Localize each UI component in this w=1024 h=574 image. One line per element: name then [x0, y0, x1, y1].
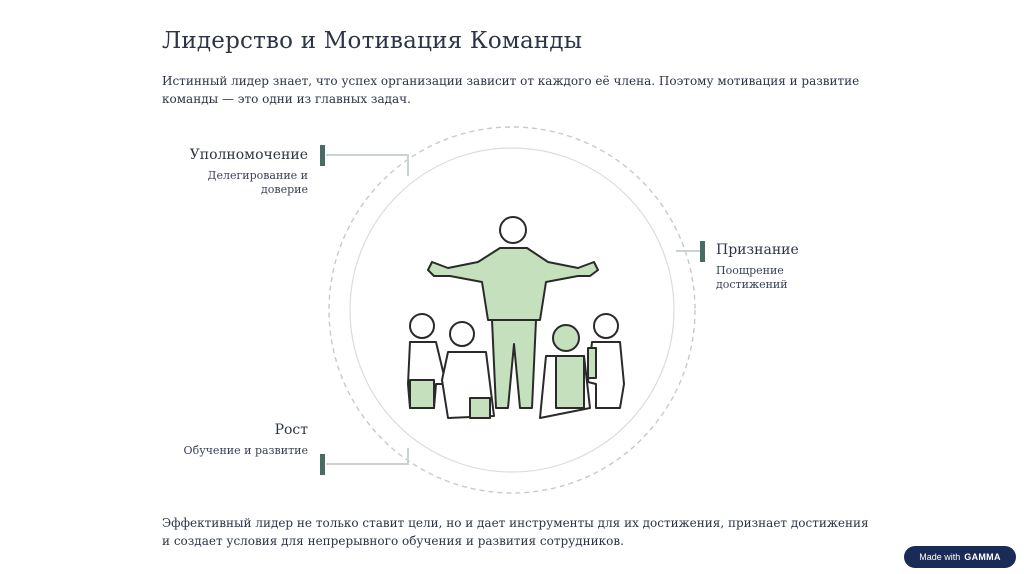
team-member-2-legs-icon — [470, 398, 490, 418]
recognition-title: Признание — [716, 242, 799, 258]
leader-legs-icon — [492, 320, 536, 408]
marker-growth — [320, 454, 325, 475]
connector-growth — [326, 448, 408, 464]
team-member-1-legs-icon — [410, 380, 434, 408]
leader-head-icon — [500, 217, 526, 243]
team-member-4-head-icon — [594, 314, 618, 338]
growth-subtitle: Обучение и развитие — [183, 444, 308, 457]
marker-empowerment — [320, 145, 325, 166]
growth-title: Рост — [274, 422, 308, 438]
team-member-3-shirt-icon — [556, 356, 584, 408]
empowerment-subtitle: Делегирование и доверие — [207, 169, 308, 196]
recognition-subtitle: Поощрение достижений — [716, 264, 788, 291]
badge-brand: GAMMA — [964, 552, 1001, 562]
page-title: Лидерство и Мотивация Команды — [162, 28, 583, 54]
badge-prefix: Made with — [919, 552, 961, 562]
label-empowerment — [162, 147, 308, 197]
empowerment-title: Уполномочение — [189, 147, 308, 163]
label-growth — [162, 422, 308, 458]
label-recognition — [716, 242, 836, 292]
leader-body-icon — [428, 248, 598, 320]
marker-recognition — [700, 241, 705, 262]
team-member-2-head-icon — [450, 322, 474, 346]
team-member-1-head-icon — [410, 314, 434, 338]
intro-paragraph: Истинный лидер знает, что успех организации зависит от каждого её члена. Поэтому мотивация и развитие команды — это одни из главных задач. — [162, 74, 860, 106]
leader-with-team-illustration — [408, 217, 624, 418]
made-with-gamma-badge[interactable] — [904, 546, 1016, 568]
connector-empowerment — [326, 155, 408, 176]
team-member-3-head-icon — [553, 325, 579, 351]
team-member-4-arm-icon — [588, 348, 596, 378]
outro-paragraph: Эффективный лидер не только ставит цели, но и дает инструменты для их достижения, признает достижения и создает условия для непрерывного обучения и развития сотрудников. — [162, 516, 869, 548]
